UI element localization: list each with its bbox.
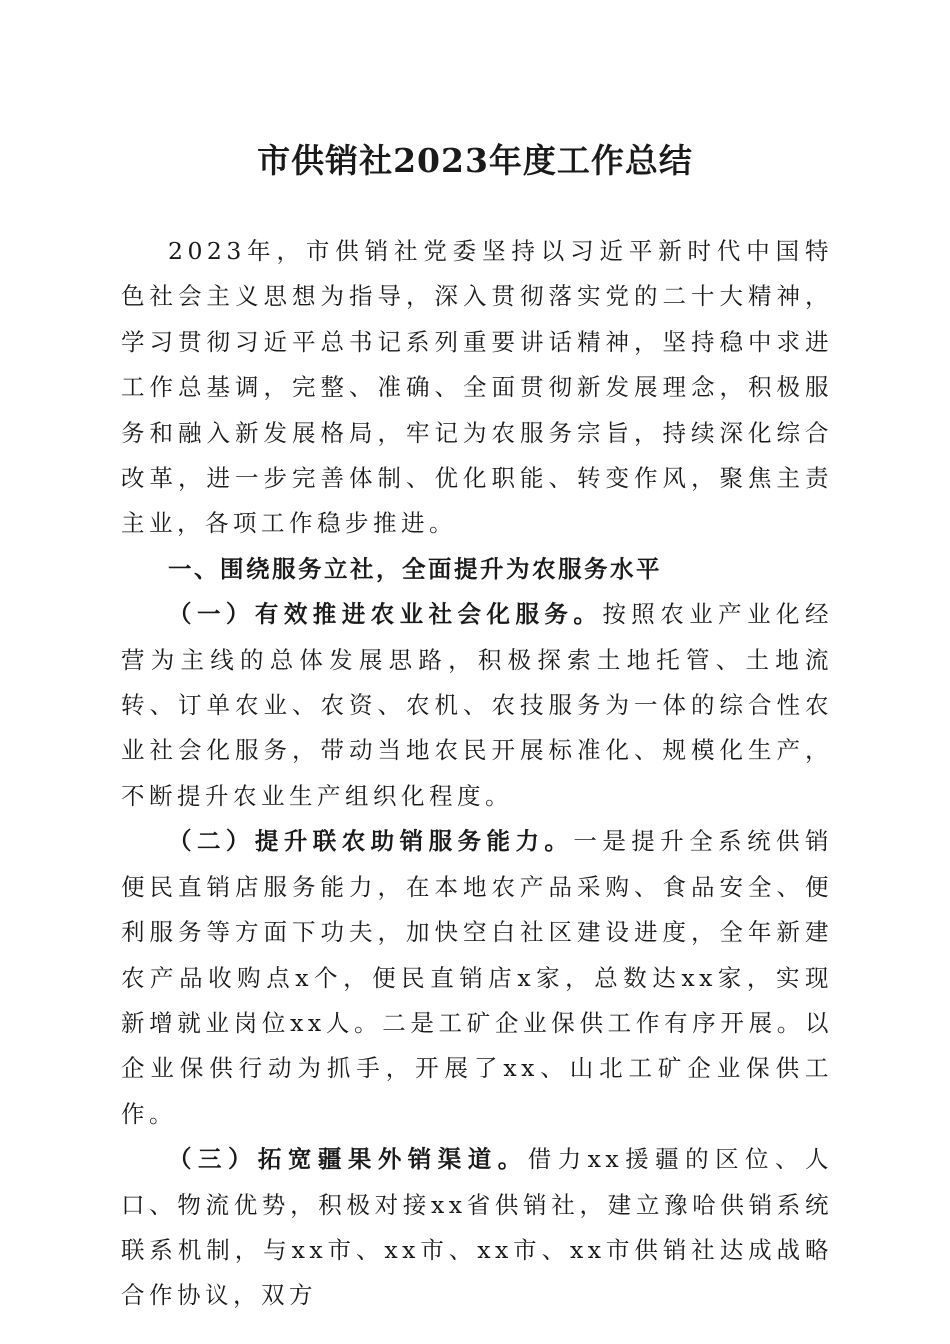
- intro-paragraph: 2023年，市供销社党委坚持以习近平新时代中国特色社会主义思想为指导，深入贯彻落实党的二十大精神，学习贯彻习近平总书记系列重要讲话精神，坚持稳中求进工作总基调，完整、准确、全面贯彻新发展理念，积极服务和融入新发展格局，牢记为农服务宗旨，持续深化综合改革，进一步完善体制、优化职能、转变作风，聚焦主责主业，各项工作稳步推进。: [121, 237, 833, 538]
- item-text-3: 借力xx援疆的区位、人口、物流优势，积极对接xx省供销社，建立豫哈供销系统联系机制，与xx市、xx市、xx市、xx市供销社达成战略合作协议，双方: [121, 1145, 834, 1310]
- item-paragraph-2: [121, 819, 833, 1137]
- item-text-1: 按照农业产业化经营为主线的总体发展思路，积极探索土地托管、土地流转、订单农业、农资、农机、农技服务为一体的综合性农业社会化服务，带动当地农民开展标准化、规模化生产，不断提升农业生产组织化程度。: [121, 600, 834, 810]
- item-text-2: 一是提升全系统供销便民直销店服务能力，在本地农产品采购、食品安全、便利服务等方面下功夫，加快空白社区建设进度，全年新建农产品收购点x个，便民直销店x家，总数达xx家，实现新增就业岗位xx人。二是工矿企业保供工作有序开展。以企业保供行动为抓手，开展了xx、山北工矿企业保供工作。: [121, 827, 834, 1128]
- item-heading-1: （一）有效推进农业社会化服务。: [168, 600, 603, 629]
- document-title: 市供销社2023年度工作总结: [257, 141, 693, 180]
- section-heading-1: 一、围绕服务立社，全面提升为农服务水平: [168, 554, 662, 583]
- item-paragraph-3: [121, 1137, 833, 1319]
- item-paragraph-1: [121, 592, 833, 819]
- item-heading-2: （二）提升联农助销服务能力。: [168, 827, 574, 856]
- document-body: [121, 229, 833, 1319]
- item-heading-3: （三）拓宽疆果外销渠道。: [168, 1145, 528, 1174]
